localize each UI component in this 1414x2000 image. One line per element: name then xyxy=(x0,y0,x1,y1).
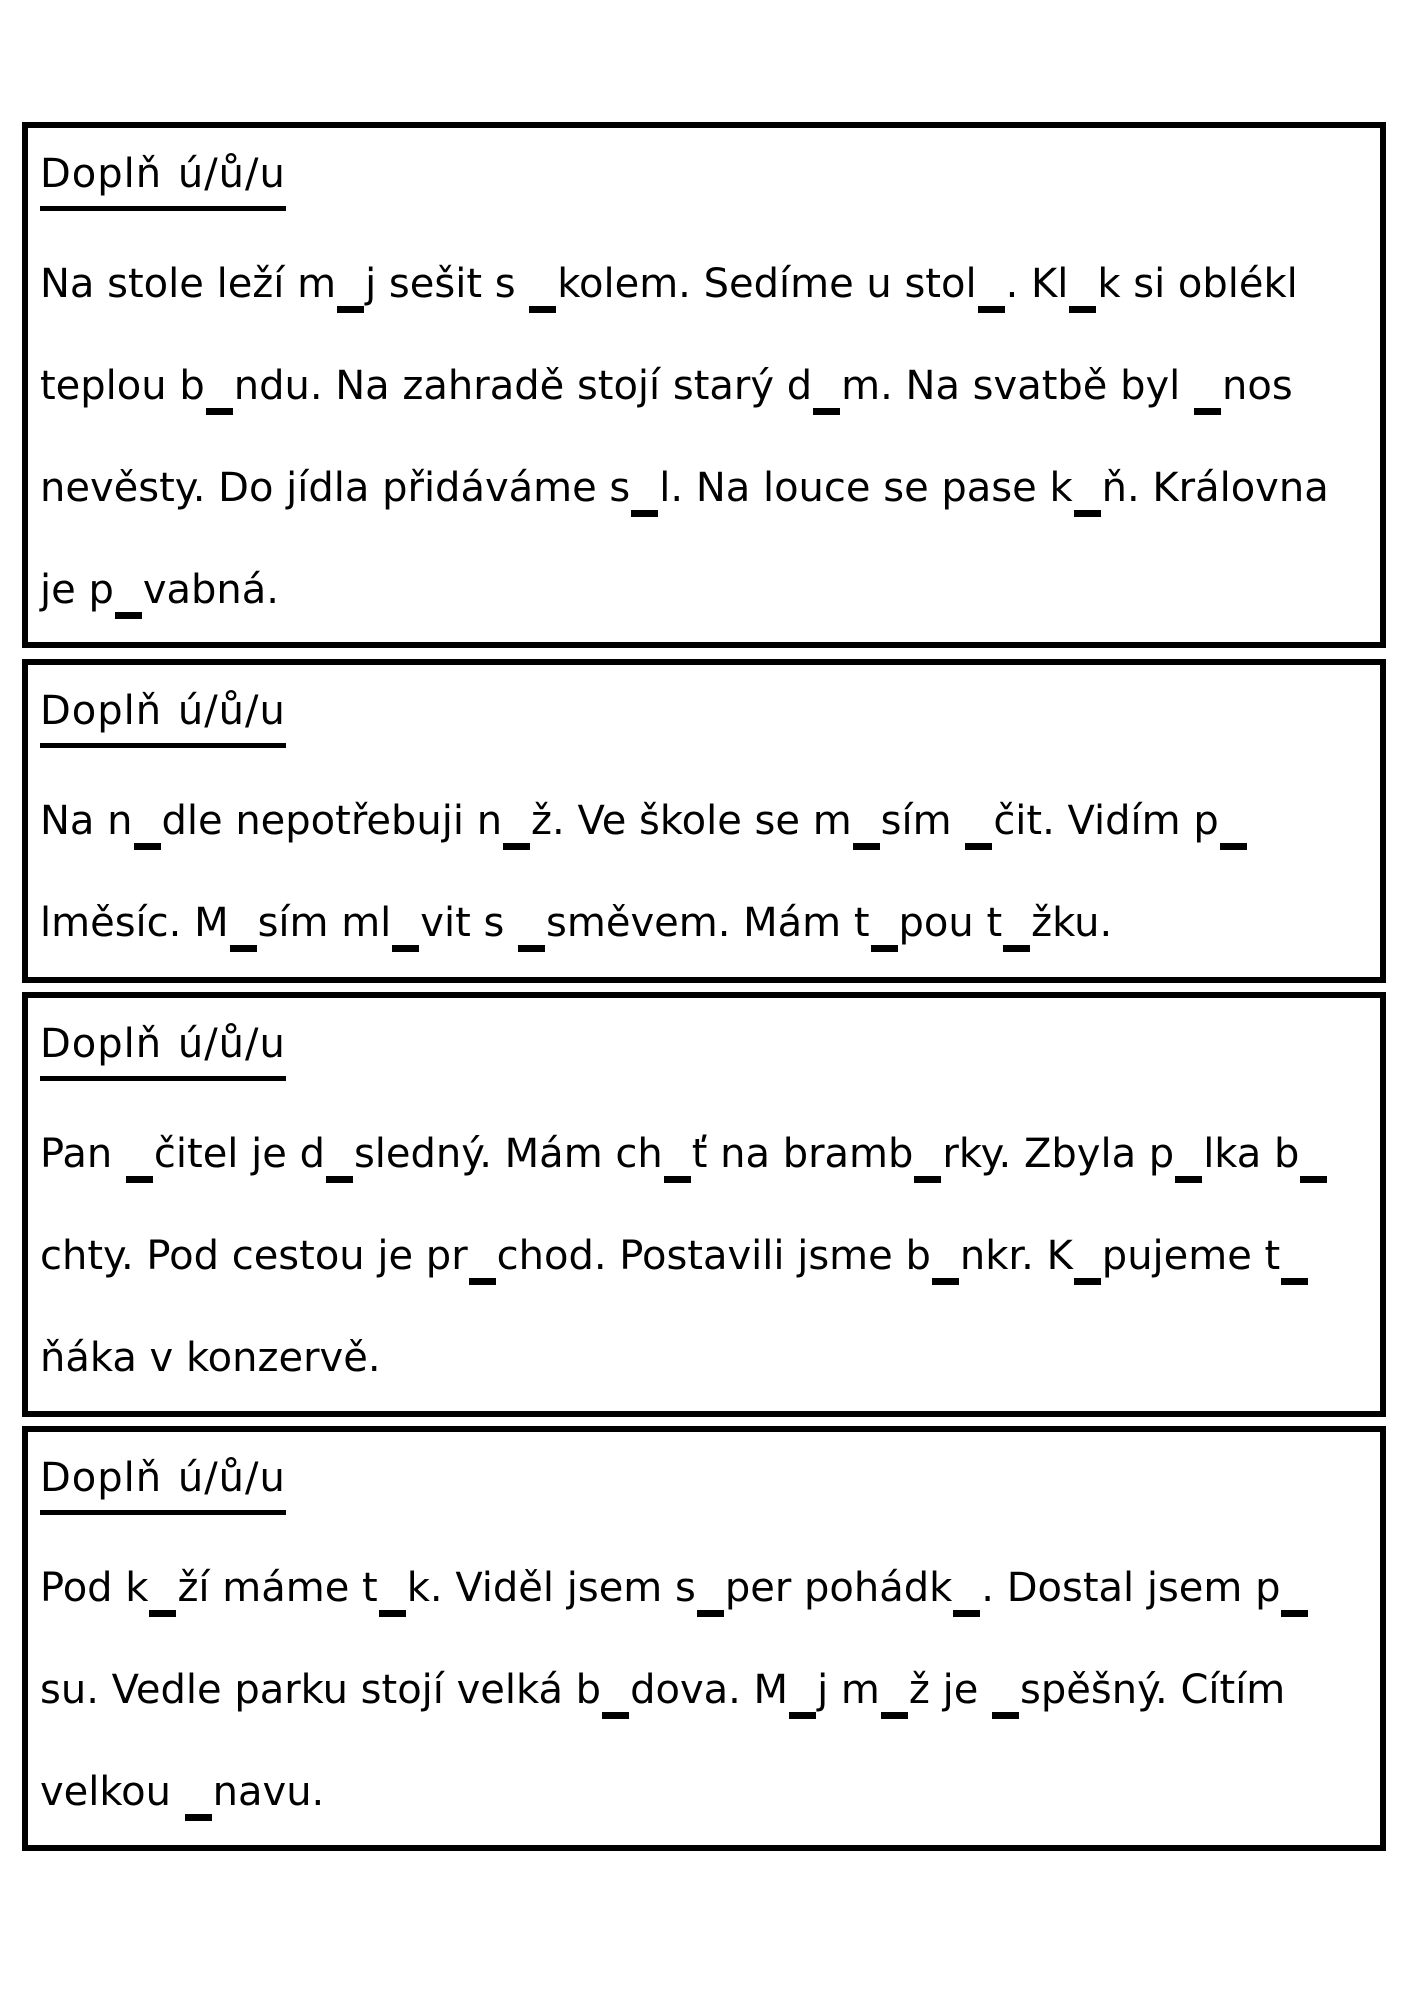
exercise-title: Doplň ú/ů/u xyxy=(40,1454,286,1515)
text-segment: navu. xyxy=(212,1769,325,1815)
text-segment: . Kl xyxy=(1005,261,1069,307)
text-segment: per pohádk xyxy=(724,1565,953,1611)
blank-field[interactable] xyxy=(326,1130,353,1183)
text-segment: sím ml xyxy=(257,900,392,946)
blank-field[interactable] xyxy=(881,1666,908,1719)
exercise-card-4 xyxy=(22,1426,1386,1851)
text-segment: pujeme t xyxy=(1101,1233,1281,1279)
blank-field[interactable] xyxy=(1281,1564,1308,1617)
blank-field[interactable] xyxy=(1300,1130,1327,1183)
exercise-card-1 xyxy=(22,122,1386,648)
exercise-card-3 xyxy=(22,992,1386,1417)
blank-field[interactable] xyxy=(1003,899,1030,952)
blank-field[interactable] xyxy=(1220,797,1247,850)
exercise-text xyxy=(40,770,1368,974)
text-segment: ž. Ve škole se m xyxy=(531,798,852,844)
text-segment: dle nepotřebuji n xyxy=(161,798,503,844)
exercise-text xyxy=(40,1537,1368,1843)
text-segment: . Dostal jsem p xyxy=(981,1565,1281,1611)
blank-field[interactable] xyxy=(1281,1232,1308,1285)
text-segment: j m xyxy=(817,1667,880,1713)
text-segment: ndu. Na zahradě stojí starý d xyxy=(233,363,813,409)
blank-field[interactable] xyxy=(134,797,161,850)
text-segment: kolem. Sedíme u stol xyxy=(557,261,977,307)
text-segment: čitel je d xyxy=(153,1131,325,1177)
text-segment: ť na bramb xyxy=(691,1131,914,1177)
blank-field[interactable] xyxy=(1069,260,1096,313)
text-segment: nkr. K xyxy=(959,1233,1073,1279)
text-segment: chty. Pod cestou je pr xyxy=(40,1233,468,1279)
text-segment: k. Viděl jsem s xyxy=(406,1565,696,1611)
text-segment: ží máme t xyxy=(177,1565,378,1611)
text-segment: spěšný. Cítím velkou xyxy=(40,1667,1298,1815)
text-segment: chod. Postavili jsme b xyxy=(496,1233,931,1279)
text-segment: m. Na svatbě byl xyxy=(841,363,1193,409)
text-segment: čit. Vidím p xyxy=(993,798,1219,844)
blank-field[interactable] xyxy=(664,1130,691,1183)
blank-field[interactable] xyxy=(503,797,530,850)
text-segment: vabná. xyxy=(142,567,279,613)
blank-field[interactable] xyxy=(914,1130,941,1183)
blank-field[interactable] xyxy=(871,899,898,952)
text-segment: lka b xyxy=(1203,1131,1300,1177)
text-segment: vit s xyxy=(420,900,518,946)
text-segment: j sešit s xyxy=(365,261,529,307)
exercise-title: Doplň ú/ů/u xyxy=(40,687,286,748)
blank-field[interactable] xyxy=(518,899,545,952)
blank-field[interactable] xyxy=(813,362,840,415)
exercise-text xyxy=(40,233,1368,641)
blank-field[interactable] xyxy=(529,260,556,313)
blank-field[interactable] xyxy=(697,1564,724,1617)
text-segment: ň. Královna je p xyxy=(40,465,1342,613)
text-segment: su. Vedle parku stojí velká b xyxy=(40,1667,602,1713)
exercise-title: Doplň ú/ů/u xyxy=(40,1020,286,1081)
blank-field[interactable] xyxy=(992,1666,1019,1719)
blank-field[interactable] xyxy=(185,1768,212,1821)
blank-field[interactable] xyxy=(789,1666,816,1719)
text-segment: nos nevěsty. Do jídla přidáváme s xyxy=(40,363,1306,511)
exercise-title: Doplň ú/ů/u xyxy=(40,150,286,211)
blank-field[interactable] xyxy=(149,1564,176,1617)
text-segment: Pan xyxy=(40,1131,125,1177)
text-segment: sledný. Mám ch xyxy=(353,1131,663,1177)
text-segment: ňáka v konzervě. xyxy=(40,1335,381,1381)
exercise-text xyxy=(40,1103,1368,1409)
blank-field[interactable] xyxy=(469,1232,496,1285)
blank-field[interactable] xyxy=(978,260,1005,313)
blank-field[interactable] xyxy=(337,260,364,313)
blank-field[interactable] xyxy=(206,362,233,415)
text-segment: směvem. Mám t xyxy=(546,900,870,946)
text-segment: rky. Zbyla p xyxy=(942,1131,1175,1177)
blank-field[interactable] xyxy=(126,1130,153,1183)
text-segment: pou t xyxy=(898,900,1003,946)
text-segment: k si oblékl teplou b xyxy=(40,261,1311,409)
blank-field[interactable] xyxy=(932,1232,959,1285)
text-segment: dova. M xyxy=(630,1667,789,1713)
text-segment: Pod k xyxy=(40,1565,149,1611)
exercise-card-2 xyxy=(22,659,1386,983)
text-segment: l. Na louce se pase k xyxy=(659,465,1073,511)
text-segment: ž je xyxy=(908,1667,992,1713)
text-segment: lměsíc. M xyxy=(40,900,229,946)
blank-field[interactable] xyxy=(1074,464,1101,517)
blank-field[interactable] xyxy=(230,899,257,952)
blank-field[interactable] xyxy=(1194,362,1221,415)
blank-field[interactable] xyxy=(1175,1130,1202,1183)
blank-field[interactable] xyxy=(115,566,142,619)
blank-field[interactable] xyxy=(965,797,992,850)
blank-field[interactable] xyxy=(953,1564,980,1617)
text-segment: žku. xyxy=(1031,900,1113,946)
blank-field[interactable] xyxy=(853,797,880,850)
blank-field[interactable] xyxy=(602,1666,629,1719)
text-segment: Na stole leží m xyxy=(40,261,337,307)
text-segment: Na n xyxy=(40,798,133,844)
blank-field[interactable] xyxy=(379,1564,406,1617)
blank-field[interactable] xyxy=(631,464,658,517)
text-segment: sím xyxy=(880,798,965,844)
blank-field[interactable] xyxy=(392,899,419,952)
blank-field[interactable] xyxy=(1074,1232,1101,1285)
